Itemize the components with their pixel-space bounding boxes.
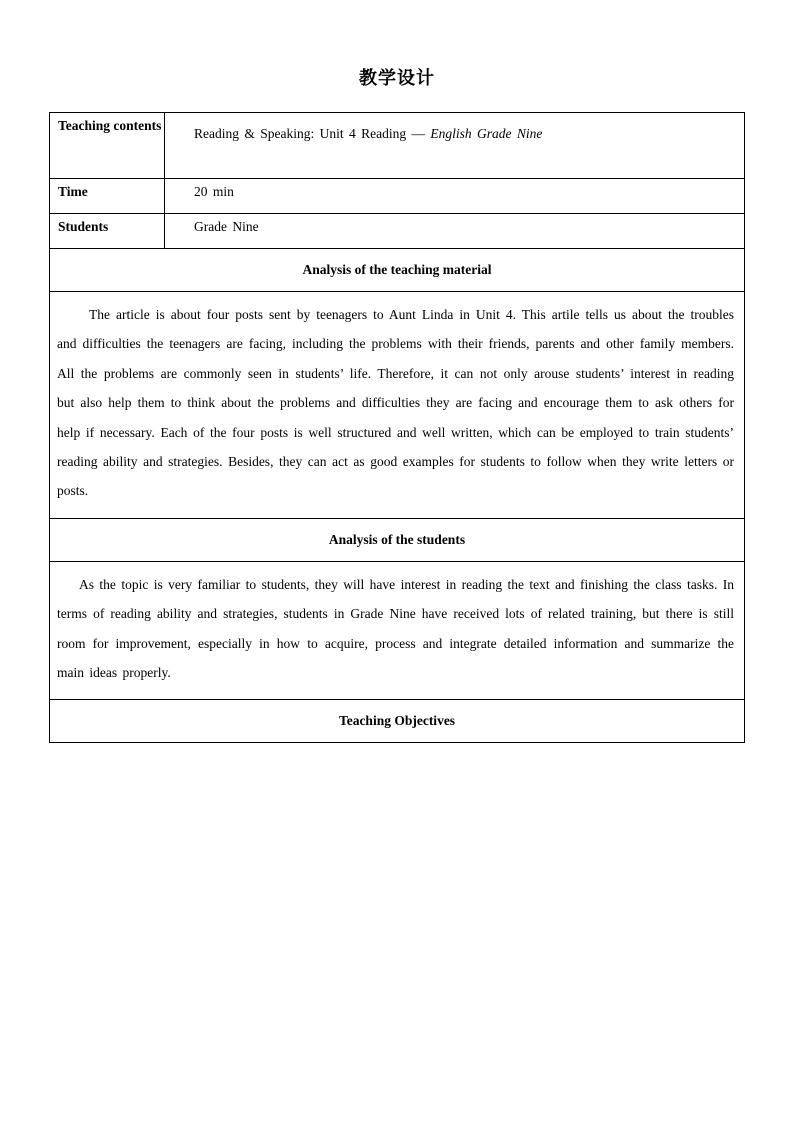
- time-row: [50, 179, 745, 214]
- objectives-heading-row: [50, 700, 745, 743]
- time-label: Time: [50, 179, 165, 214]
- material-text-row: [50, 292, 745, 519]
- time-value: 20 min: [165, 179, 745, 214]
- material-analysis-heading: Analysis of the teaching material: [50, 249, 745, 292]
- document-title: 教学设计: [359, 68, 435, 89]
- teaching-contents-row: [50, 113, 745, 179]
- students-analysis-heading: Analysis of the students: [50, 518, 745, 561]
- students-analysis-text: As the topic is very familiar to students, they will have interest in reading the text and finishing the class tasks. In terms of reading ability and strategies, students in Grade Nine have received lots of related training, but there is still room for improvement, especially in how to acquire, process and integrate detailed information and summarize the main ideas properly.: [50, 561, 745, 700]
- material-analysis-text: The article is about four posts sent by teenagers to Aunt Linda in Unit 4. This artile tells us about the troubles and difficulties the teenagers are facing, including the problems with their friends, parents and other family members. All the problems are commonly seen in students’ life. Therefore, it can not only arouse students’ interest in reading but also help them to think about the problems and difficulties they are facing and encourage them to ask others for help if necessary. Each of the four posts is well structured and well written, which can be employed to train students’ reading ability and strategies. Besides, they can act as good examples for students to follow when they write letters or posts.: [50, 292, 745, 519]
- teaching-objectives-heading: Teaching Objectives: [50, 700, 745, 743]
- teaching-contents-label: Teaching contents: [50, 113, 165, 179]
- students-value: Grade Nine: [165, 214, 745, 249]
- students-heading-row: [50, 518, 745, 561]
- teaching-contents-main: Reading & Speaking: Unit 4 Reading —: [194, 126, 425, 141]
- students-row: [50, 214, 745, 249]
- teaching-contents-course: English Grade Nine: [430, 126, 543, 141]
- students-text-row: [50, 561, 745, 700]
- material-heading-row: [50, 249, 745, 292]
- teaching-contents-value: [165, 113, 745, 179]
- lesson-plan-table: [49, 112, 745, 743]
- students-label: Students: [50, 214, 165, 249]
